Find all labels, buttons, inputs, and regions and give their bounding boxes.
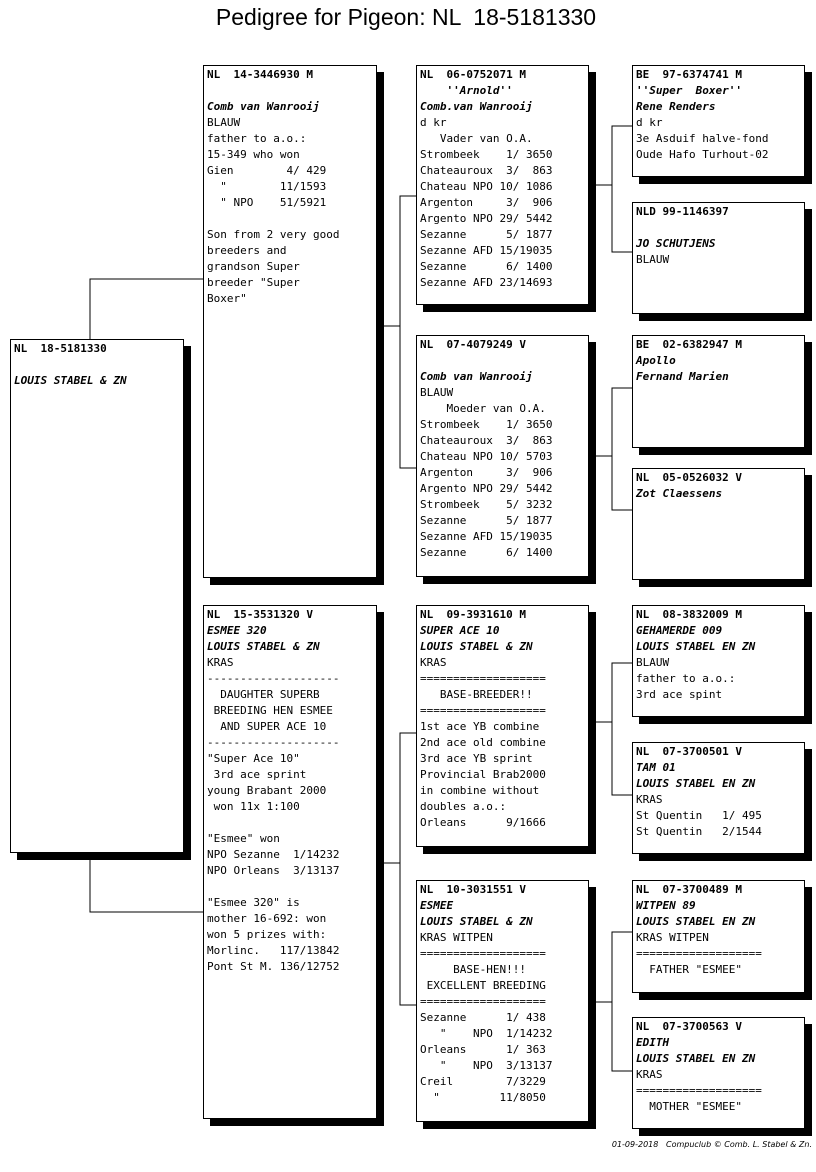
- card-line: [207, 83, 373, 99]
- ring-number: NL 06-0752071 M: [420, 68, 526, 81]
- card-line: LOUIS STABEL EN ZN: [636, 640, 756, 653]
- ring-number: NL 14-3446930 M: [207, 68, 313, 81]
- card-line: KRAS WITPEN: [420, 931, 493, 944]
- card-line: [207, 211, 373, 227]
- card-line: KRAS: [420, 656, 447, 669]
- card-line: "Esmee" won: [207, 832, 280, 845]
- card-line: breeders and: [207, 244, 287, 257]
- card-line: "Super Ace 10": [207, 752, 300, 765]
- ring-number: NL 10-3031551 V: [420, 883, 526, 896]
- card-line: BLAUW: [420, 386, 454, 399]
- card-line: Chateau NPO 10/ 5703: [420, 450, 553, 463]
- pedigree-card-dam-dam-sire: [632, 880, 805, 993]
- card-line: " NPO 1/14232: [420, 1027, 553, 1040]
- card-line: St Quentin 2/1544: [636, 825, 762, 838]
- ring-number: BE 02-6382947 M: [636, 338, 742, 351]
- card-line: ===================: [420, 995, 546, 1008]
- ring-number: NL 07-3700501 V: [636, 745, 742, 758]
- card-line: Argenton 3/ 906: [420, 196, 553, 209]
- card-line: ESMEE: [420, 899, 454, 912]
- card-line: FATHER "ESMEE": [636, 963, 742, 976]
- card-line: St Quentin 1/ 495: [636, 809, 762, 822]
- card-line: BLAUW: [636, 656, 670, 669]
- card-line: grandson Super: [207, 260, 300, 273]
- card-line: ''Super Boxer'': [636, 84, 742, 97]
- card-line: Chateauroux 3/ 863: [420, 434, 553, 447]
- ring-number: NL 15-3531320 V: [207, 608, 313, 621]
- card-line: Strombeek 5/ 3232: [420, 498, 553, 511]
- card-line: breeder "Super: [207, 276, 300, 289]
- card-line: Argento NPO 29/ 5442: [420, 212, 553, 225]
- pedigree-card-dam-sire-dam: [632, 742, 805, 854]
- ring-number: NL 09-3931610 M: [420, 608, 526, 621]
- ring-number: NLD 99-1146397: [636, 205, 729, 218]
- card-line: won 11x 1:100: [207, 800, 300, 813]
- card-line: Oude Hafo Turhout-02: [636, 148, 769, 161]
- card-line: "Esmee 320" is: [207, 896, 300, 909]
- card-line: Zot Claessens: [636, 487, 723, 500]
- card-line: Sezanne 6/ 1400: [420, 546, 553, 559]
- card-line: 3e Asduif halve-fond: [636, 132, 769, 145]
- card-line: mother 16-692: won: [207, 912, 327, 925]
- card-line: " NPO 51/5921: [207, 196, 327, 209]
- card-line: --------------------: [207, 736, 340, 749]
- card-line: ESMEE 320: [207, 624, 267, 637]
- card-line: Comb van Wanrooij: [420, 370, 533, 383]
- card-line: 1st ace YB combine: [420, 720, 540, 733]
- card-line: BREEDING HEN ESMEE: [207, 704, 333, 717]
- card-line: young Brabant 2000: [207, 784, 327, 797]
- card-line: ===================: [420, 672, 546, 685]
- pedigree-card-subject: [10, 339, 184, 853]
- card-line: Chateau NPO 10/ 1086: [420, 180, 553, 193]
- card-line: LOUIS STABEL & ZN: [420, 640, 533, 653]
- card-line: [207, 815, 373, 831]
- card-line: Son from 2 very good: [207, 228, 340, 241]
- card-line: EDITH: [636, 1036, 670, 1049]
- card-line: Chateauroux 3/ 863: [420, 164, 553, 177]
- card-line: Argenton 3/ 906: [420, 466, 553, 479]
- pedigree-card-sire-dam-dam: [632, 468, 805, 580]
- pedigree-card-sire-dam: [416, 335, 589, 577]
- ring-number: NL 08-3832009 M: [636, 608, 742, 621]
- ring-number: NL 07-3700489 M: [636, 883, 742, 896]
- card-line: Pont St M. 136/12752: [207, 960, 340, 973]
- card-line: AND SUPER ACE 10: [207, 720, 327, 733]
- card-line: d kr: [420, 116, 447, 129]
- card-line: 3rd ace YB sprint: [420, 752, 533, 765]
- card-line: MOTHER "ESMEE": [636, 1100, 742, 1113]
- card-line: NPO Sezanne 1/14232: [207, 848, 340, 861]
- card-line: LOUIS STABEL & ZN: [14, 374, 127, 387]
- card-line: BLAUW: [207, 116, 241, 129]
- card-line: Rene Renders: [636, 100, 716, 113]
- card-line: Strombeek 1/ 3650: [420, 148, 553, 161]
- ring-number: NL 05-0526032 V: [636, 471, 742, 484]
- card-line: Orleans 1/ 363: [420, 1043, 546, 1056]
- pedigree-card-sire: [203, 65, 377, 578]
- card-line: " 11/1593: [207, 180, 327, 193]
- card-line: Creil 7/3229: [420, 1075, 546, 1088]
- card-line: doubles a.o.:: [420, 800, 507, 813]
- card-line: GEHAMERDE 009: [636, 624, 723, 637]
- ring-number: NL 07-3700563 V: [636, 1020, 742, 1033]
- card-line: Sezanne 6/ 1400: [420, 260, 553, 273]
- card-line: father to a.o.:: [636, 672, 736, 685]
- card-line: Sezanne 1/ 438: [420, 1011, 546, 1024]
- card-line: DAUGHTER SUPERB: [207, 688, 320, 701]
- card-line: TAM 01: [636, 761, 676, 774]
- card-line: LOUIS STABEL EN ZN: [636, 915, 756, 928]
- card-line: Boxer": [207, 292, 247, 305]
- card-line: LOUIS STABEL & ZN: [207, 640, 320, 653]
- card-line: Sezanne AFD 15/19035: [420, 530, 553, 543]
- ring-number: NL 07-4079249 V: [420, 338, 526, 351]
- card-line: Comb van Wanrooij: [207, 100, 320, 113]
- card-line: --------------------: [207, 672, 340, 685]
- card-line: JO SCHUTJENS: [636, 237, 716, 250]
- card-line: ===================: [420, 947, 546, 960]
- card-line: father to a.o.:: [207, 132, 307, 145]
- card-line: Provincial Brab2000: [420, 768, 546, 781]
- pedigree-card-dam: [203, 605, 377, 1119]
- card-line: [636, 220, 801, 236]
- card-line: Moeder van O.A.: [420, 402, 546, 415]
- card-line: LOUIS STABEL & ZN: [420, 915, 533, 928]
- card-line: Apollo: [636, 354, 676, 367]
- card-line: won 5 prizes with:: [207, 928, 327, 941]
- pedigree-card-dam-sire: [416, 605, 589, 847]
- pedigree-card-dam-sire-sire: [632, 605, 805, 717]
- card-line: Sezanne AFD 15/19035: [420, 244, 553, 257]
- card-line: Argento NPO 29/ 5442: [420, 482, 553, 495]
- card-line: [14, 357, 180, 373]
- ring-number: NL 18-5181330: [14, 342, 107, 355]
- card-line: " 11/8050: [420, 1091, 546, 1104]
- card-line: ===================: [420, 704, 546, 717]
- pedigree-card-sire-sire-sire: [632, 65, 805, 177]
- footer-credit: 01-09-2018 Compuclub © Comb. L. Stabel & Zn.: [611, 1140, 812, 1149]
- card-line: Vader van O.A.: [420, 132, 533, 145]
- card-line: 15-349 who won: [207, 148, 300, 161]
- card-line: SUPER ACE 10: [420, 624, 500, 637]
- card-line: LOUIS STABEL EN ZN: [636, 777, 756, 790]
- card-line: Sezanne AFD 23/14693: [420, 276, 553, 289]
- card-line: ===================: [636, 947, 762, 960]
- card-line: Strombeek 1/ 3650: [420, 418, 553, 431]
- card-line: Gien 4/ 429: [207, 164, 327, 177]
- card-line: ===================: [636, 1084, 762, 1097]
- card-line: KRAS: [207, 656, 234, 669]
- card-line: 3rd ace sprint: [207, 768, 307, 781]
- card-line: " NPO 3/13137: [420, 1059, 553, 1072]
- card-line: ''Arnold'': [420, 84, 513, 97]
- card-line: KRAS: [636, 1068, 663, 1081]
- card-line: Morlinc. 117/13842: [207, 944, 340, 957]
- card-line: LOUIS STABEL EN ZN: [636, 1052, 756, 1065]
- card-line: BASE-BREEDER!!: [420, 688, 533, 701]
- card-line: Fernand Marien: [636, 370, 729, 383]
- card-line: [420, 353, 585, 369]
- card-line: BASE-HEN!!!: [420, 963, 526, 976]
- card-line: in combine without: [420, 784, 540, 797]
- card-line: Sezanne 5/ 1877: [420, 228, 553, 241]
- card-line: Sezanne 5/ 1877: [420, 514, 553, 527]
- card-line: KRAS: [636, 793, 663, 806]
- card-line: Orleans 9/1666: [420, 816, 546, 829]
- card-line: WITPEN 89: [636, 899, 696, 912]
- card-line: BLAUW: [636, 253, 670, 266]
- card-line: d kr: [636, 116, 663, 129]
- card-line: 3rd ace spint: [636, 688, 723, 701]
- card-line: Comb.van Wanrooij: [420, 100, 533, 113]
- card-line: 2nd ace old combine: [420, 736, 546, 749]
- ring-number: BE 97-6374741 M: [636, 68, 742, 81]
- card-line: EXCELLENT BREEDING: [420, 979, 546, 992]
- pedigree-card-dam-dam-dam: [632, 1017, 805, 1129]
- card-line: KRAS WITPEN: [636, 931, 709, 944]
- pedigree-card-sire-dam-sire: [632, 335, 805, 448]
- card-line: NPO Orleans 3/13137: [207, 864, 340, 877]
- page-title: Pedigree for Pigeon: NL 18-5181330: [215, 4, 597, 30]
- pedigree-card-dam-dam: [416, 880, 589, 1122]
- card-line: [207, 879, 373, 895]
- pedigree-card-sire-sire-dam: [632, 202, 805, 314]
- pedigree-card-sire-sire: [416, 65, 589, 305]
